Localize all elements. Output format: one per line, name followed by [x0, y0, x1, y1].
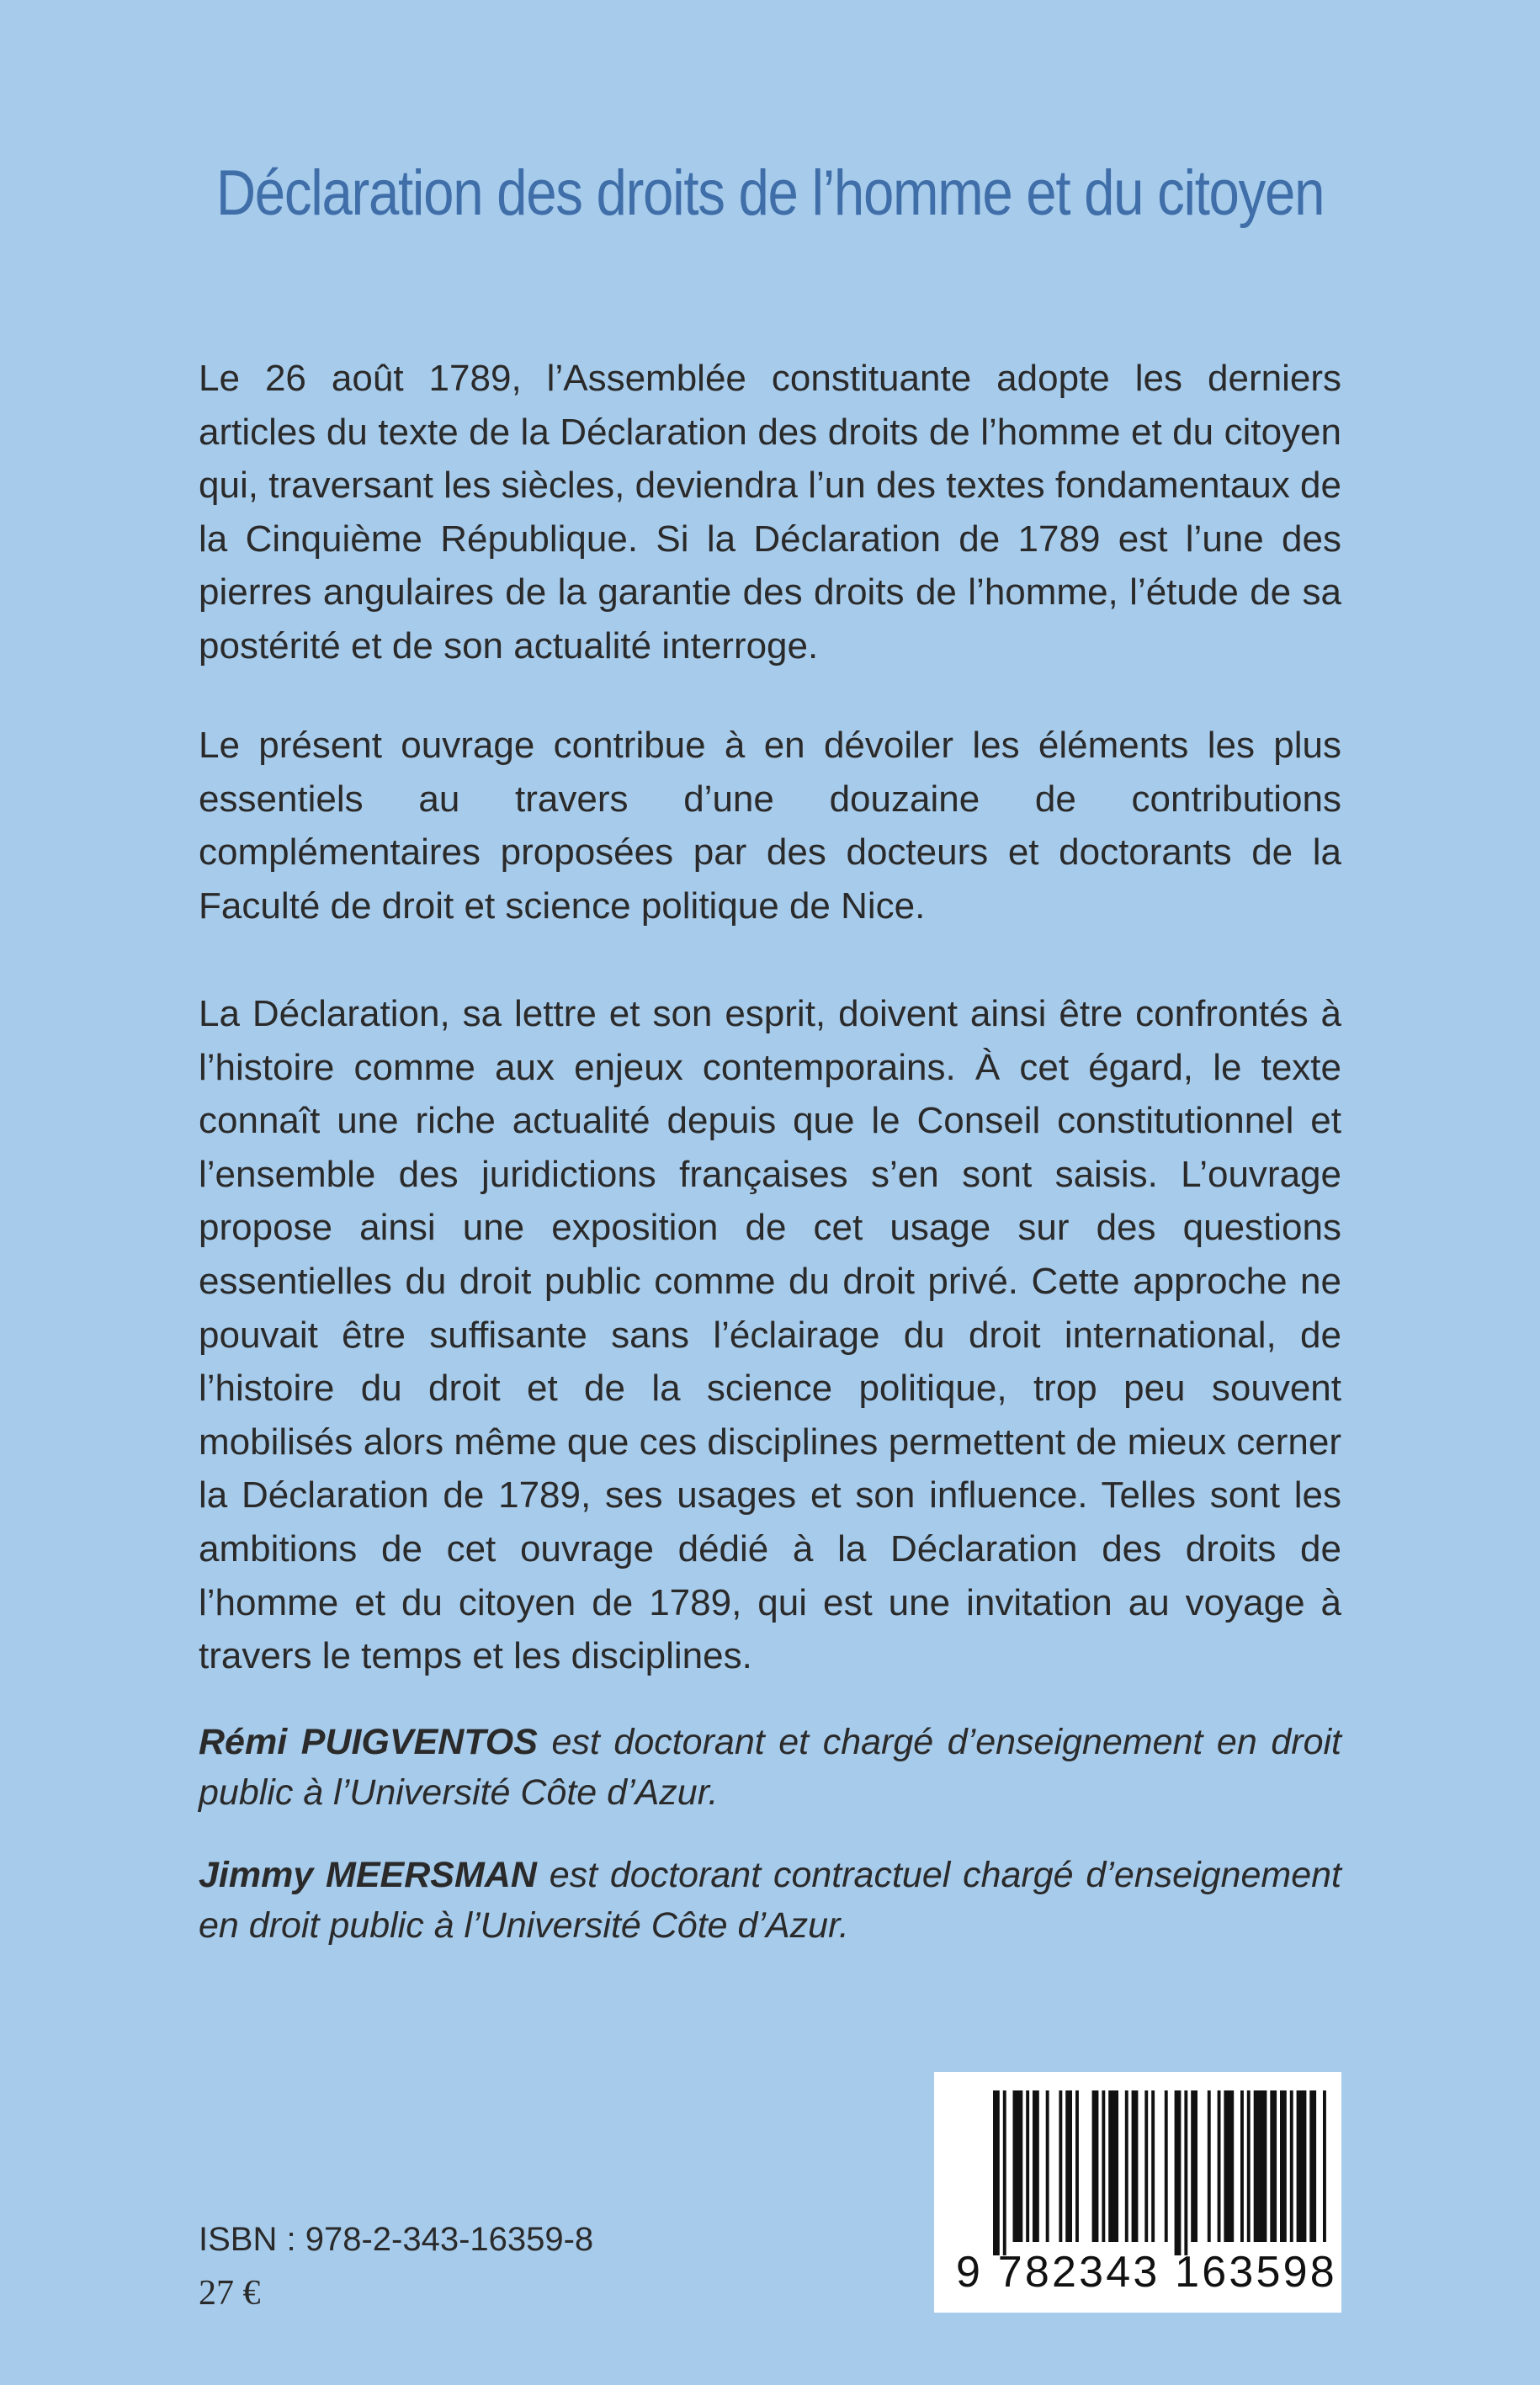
- barcode-bar: [1280, 2090, 1287, 2242]
- barcode-bar: [1323, 2090, 1326, 2242]
- barcode-bar: [1013, 2090, 1023, 2242]
- barcode-bar: [1254, 2090, 1267, 2242]
- barcode-bar: [1144, 2090, 1148, 2242]
- barcode-bar: [1151, 2090, 1155, 2242]
- author-name-1: Rémi PUIGVENTOS: [199, 1722, 538, 1762]
- barcode-bar: [1297, 2090, 1307, 2242]
- summary-paragraph-2: Le présent ouvrage contribue à en dévoiler les éléments les plus essentiels au travers d’une douzaine de contributions complémentaires proposées par des docteurs et doctorants de la Faculté de droit et science politique de Nice.: [199, 725, 1341, 927]
- barcode-bar: [1075, 2090, 1079, 2242]
- barcode-bar: [1309, 2090, 1316, 2242]
- barcode-bar: [1132, 2090, 1139, 2242]
- barcode: [934, 2072, 1341, 2313]
- isbn-label: ISBN : 978-2-343-16359-8: [199, 2221, 594, 2258]
- barcode-bar: [1240, 2090, 1244, 2242]
- barcode-bar: [1026, 2090, 1029, 2242]
- barcode-digits: 9 782343 163598: [956, 2248, 1337, 2297]
- barcode-bar: [1191, 2090, 1197, 2242]
- barcode-bar: [1184, 2090, 1187, 2255]
- barcode-bar: [1290, 2090, 1293, 2242]
- barcode-bar: [1175, 2090, 1182, 2255]
- barcode-bar: [1033, 2090, 1039, 2242]
- barcode-bar: [1218, 2090, 1221, 2242]
- barcode-bar: [1270, 2090, 1277, 2242]
- barcode-bar: [1247, 2090, 1251, 2242]
- barcode-bar: [993, 2090, 1000, 2255]
- summary-paragraph-1: Le 26 août 1789, l’Assemblée constituante adopte les derniers articles du texte de la Déclaration des droits de l’homme et du citoyen qui, traversant les siècles, deviendra l’un des textes fondamentaux de la Cinquième République. Si la Déclaration de 1789 est l’une des pierres angulaires de la garantie des droits de l’homme, l’étude de sa postérité et de son actualité interroge.: [199, 358, 1341, 667]
- summary-paragraph-3: La Déclaration, sa lettre et son esprit, doivent ainsi être confrontés à l’histoire comme aux enjeux contemporains. À cet égard, le texte connaît une riche actualité depuis que le Conseil constitutionnel et l’ensemble des juridictions françaises s’en sont saisis. L’ouvrage propose ainsi une exposition de cet usage sur des questions essentielles du droit public comme du droit privé. Cette approche ne pouvait être suffisante sans l’éclairage du droit international, de l’histoire du droit et de la science politique, trop peu souvent mobilisés alors même que ces disciplines permettent de mieux cerner la Déclaration de 1789, ses usages et son influence. Telles sont les ambitions de cet ouvrage dédié à la Déclaration des droits de l’homme et du citoyen de 1789, qui est une invitation au voyage à travers le temps et les disciplines.: [199, 993, 1341, 1677]
- barcode-bar: [1125, 2090, 1128, 2242]
- barcode-bar: [1165, 2090, 1168, 2242]
- barcode-bar: [1108, 2090, 1118, 2242]
- barcode-bar: [1059, 2090, 1062, 2242]
- barcode-bar: [1065, 2090, 1072, 2242]
- author-bio-2: [199, 1850, 1341, 1951]
- barcode-bar: [1224, 2090, 1234, 2242]
- barcode-bar: [1092, 2090, 1099, 2242]
- barcode-bar: [1208, 2090, 1211, 2242]
- book-title: Déclaration des droits de l’homme et du citoyen: [215, 157, 1325, 229]
- author-bio-text-2: est doctorant contractuel chargé d’enseignement en droit public à l’Université Côte d’Azur.: [199, 1855, 1341, 1946]
- barcode-bar: [1003, 2090, 1006, 2255]
- author-bio-text-1: est doctorant et chargé d’enseignement en droit public à l’Université Côte d’Azur.: [199, 1722, 1341, 1813]
- price-label: 27 €: [199, 2274, 261, 2313]
- author-name-2: Jimmy MEERSMAN: [199, 1855, 537, 1895]
- barcode-bar: [1102, 2090, 1105, 2242]
- barcode-bar: [1046, 2090, 1049, 2242]
- author-bio-1: [199, 1717, 1341, 1818]
